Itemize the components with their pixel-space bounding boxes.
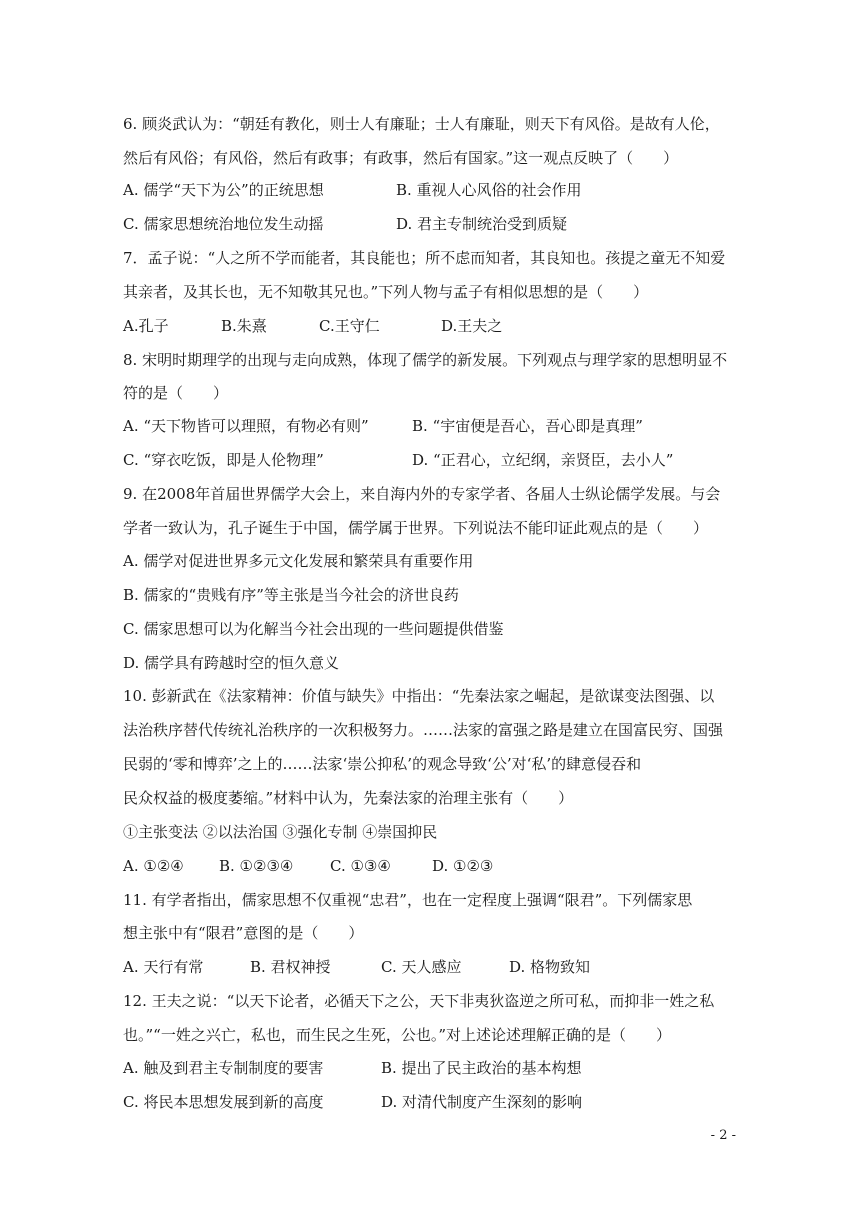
question-11-stem-line-1: 11. 有学者指出，儒家思想不仅重视“忠君”，也在一定程度上强调“限君”。下列儒家思: [123, 891, 693, 909]
question-8-stem-line-2: 符的是（ ）: [123, 384, 229, 402]
question-10-option-b: B. ①②③④: [219, 857, 294, 875]
question-10-stem-line-3: 民弱的‘零和博弈’之上的……法家‘崇公抑私’的观念导致‘公’对‘私’的肆意侵吞和: [123, 755, 642, 773]
question-10-stem-line-2: 法治秩序替代传统礼治秩序的一次积极努力。……法家的富强之路是建立在国富民穷、国强: [123, 721, 724, 739]
question-11-option-d: D. 格物致知: [509, 958, 591, 976]
question-9-stem-line-2: 学者一致认为，孔子诞生于中国，儒学属于世界。下列说法不能印证此观点的是（ ）: [123, 519, 709, 537]
question-12-option-a: A. 触及到君主专制制度的要害: [123, 1059, 324, 1077]
question-8-option-c: C. “穿衣吃饭，即是人伦物理”: [123, 451, 324, 469]
question-10-option-c: C. ①③④: [330, 857, 391, 875]
question-11-option-c: C. 天人感应: [381, 958, 462, 976]
question-10-stem-line-4: 民众权益的极度萎缩。”材料中认为，先秦法家的治理主张有（ ）: [123, 789, 574, 807]
question-12-option-d: D. 对清代制度产生深刻的影响: [381, 1093, 583, 1111]
question-9-option-c: C. 儒家思想可以为化解当今社会出现的一些问题提供借鉴: [123, 620, 504, 638]
question-10-option-d: D. ①②③: [432, 857, 494, 875]
question-9-stem-line-1: 9. 在2008年首届世界儒学大会上，来自海内外的专家学者、各届人士纵论儒学发展。与会: [123, 485, 721, 503]
question-9-option-d: D. 儒学具有跨越时空的恒久意义: [123, 654, 340, 672]
question-6-stem-line-1: 6. 顾炎武认为：“朝廷有教化，则士人有廉耻；士人有廉耻，则天下有风俗。是故有人伦，: [123, 115, 720, 133]
question-6-option-d: D. 君主专制统治受到质疑: [396, 215, 568, 233]
question-10-stem-line-1: 10. 彭新武在《法家精神：价值与缺失》中指出：“先秦法家之崛起，是欲谋变法图强、以: [123, 687, 715, 705]
question-7-option-c: C.王守仁: [319, 317, 380, 335]
question-11-stem-line-2: 想主张中有“限君”意图的是（ ）: [123, 924, 364, 942]
question-6-stem-line-2: 然后有风俗；有风俗，然后有政事；有政事，然后有国家。”这一观点反映了（ ）: [123, 149, 679, 167]
question-6-option-a: A. 儒学“天下为公”的正统思想: [123, 181, 324, 199]
question-12-stem-line-2: 也。”“一姓之兴亡，私也，而生民之生死，公也。”对上述论述理解正确的是（ ）: [123, 1026, 672, 1044]
question-9-option-b: B. 儒家的“贵贱有序”等主张是当今社会的济世良药: [123, 586, 459, 604]
question-11-option-a: A. 天行有常: [123, 958, 204, 976]
question-8-option-a: A. “天下物皆可以理照，有物必有则”: [123, 417, 369, 435]
question-7-option-b: B.朱熹: [221, 317, 267, 335]
question-7-option-a: A.孔子: [123, 317, 169, 335]
question-8-stem-line-1: 8. 宋明时期理学的出现与走向成熟，体现了儒学的新发展。下列观点与理学家的思想明显不: [123, 351, 728, 369]
question-10-option-a: A. ①②④: [123, 857, 184, 875]
question-7-stem-line-1: 7．孟子说：“人之所不学而能者，其良能也；所不虑而知者，其良知也。孩提之童无不知爱: [123, 249, 726, 267]
question-11-option-b: B. 君权神授: [250, 958, 331, 976]
question-9-option-a: A. 儒学对促进世界多元文化发展和繁荣具有重要作用: [123, 552, 474, 570]
question-6-option-b: B. 重视人心风俗的社会作用: [396, 181, 582, 199]
page-number: - 2 -: [710, 1128, 736, 1143]
question-6-option-c: C. 儒家思想统治地位发生动摇: [123, 215, 324, 233]
question-7-stem-line-2: 其亲者，及其长也，无不知敬其兄也。”下列人物与孟子有相似思想的是（ ）: [123, 283, 649, 301]
question-7-option-d: D.王夫之: [441, 317, 503, 335]
question-12-option-c: C. 将民本思想发展到新的高度: [123, 1093, 324, 1111]
question-8-option-d: D. “正君心，立纪纲，亲贤臣，去小人”: [412, 451, 674, 469]
question-12-option-b: B. 提出了民主政治的基本构想: [381, 1059, 582, 1077]
question-8-option-b: B. “宇宙便是吾心，吾心即是真理”: [412, 417, 643, 435]
question-10-items: ①主张变法 ②以法治国 ③强化专制 ④崇国抑民: [123, 823, 438, 841]
question-12-stem-line-1: 12. 王夫之说：“以天下论者，必循天下之公，天下非夷狄盗逆之所可私，而抑非一姓之私: [123, 992, 715, 1010]
